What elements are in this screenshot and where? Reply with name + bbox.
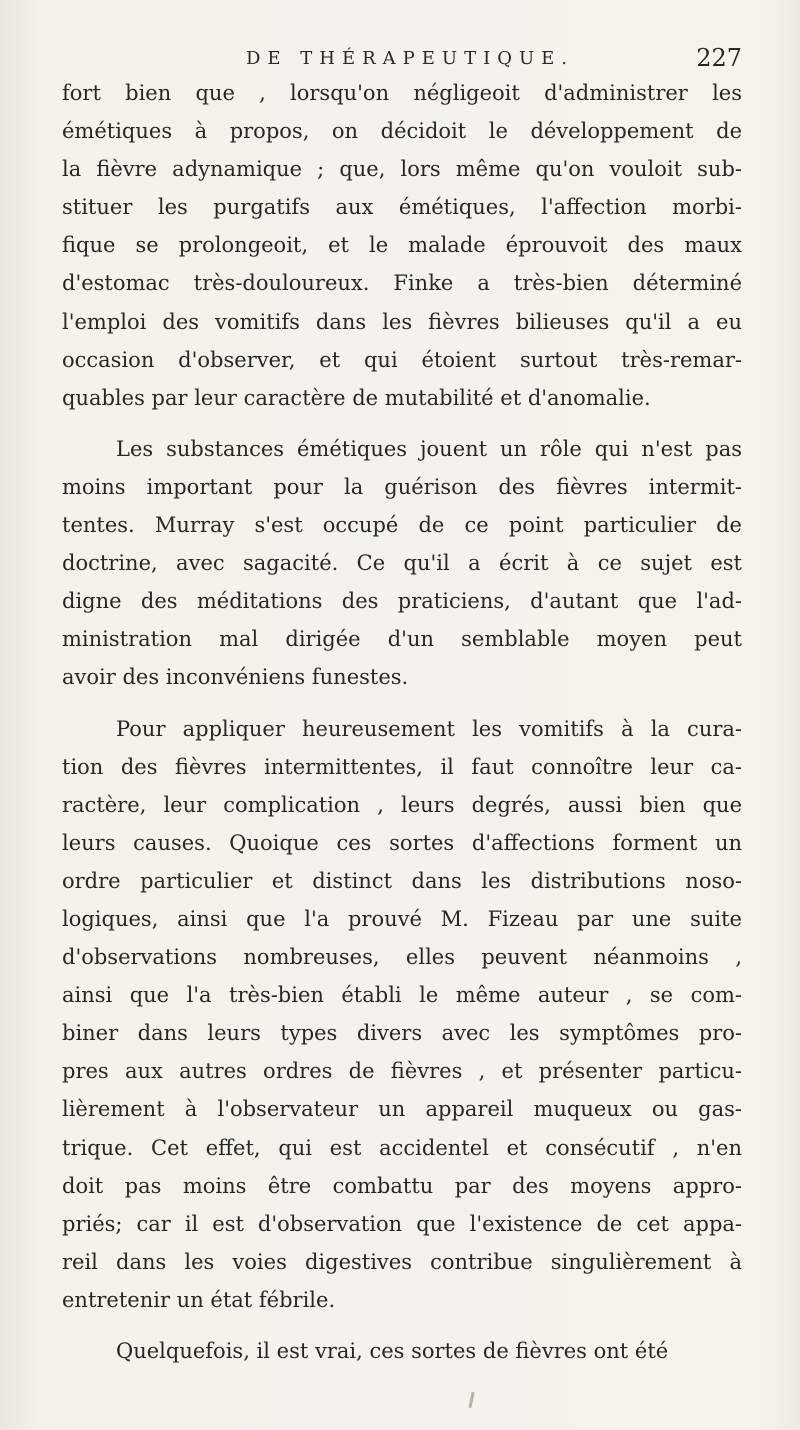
text-line: la fièvre adynamique ; que, lors même qu'on vouloit sub- <box>62 157 742 182</box>
text-line: stituer les purgatifs aux émétiques, l'affection morbi- <box>62 195 742 220</box>
paragraph-4 <box>62 1332 742 1370</box>
body-text <box>62 74 742 1383</box>
text-line: émétiques à propos, on décidoit le développement de <box>62 119 742 144</box>
text-line: trique. Cet effet, qui est accidentel et consécutif , n'en <box>62 1135 742 1160</box>
text-line: tion des fièvres intermittentes, il faut connoître leur ca- <box>62 754 742 779</box>
text-line: avoir des inconvéniens funestes. <box>62 665 409 690</box>
text-line: fique se prolongeoit, et le malade éprouvoit des maux <box>62 233 742 258</box>
running-header <box>0 44 800 78</box>
text-line: d'estomac très-douloureux. Finke a très-bien déterminé <box>62 271 742 296</box>
text-line: doit pas moins être combattu par des moyens appro- <box>62 1173 742 1198</box>
text-line: pres aux autres ordres de fièvres , et présenter particu- <box>62 1059 742 1084</box>
text-line: priés; car il est d'observation que l'existence de cet appa- <box>62 1211 742 1236</box>
text-line: lièrement à l'observateur un appareil muqueux ou gas- <box>62 1097 742 1122</box>
paper-blemish <box>468 1392 474 1408</box>
text-line: ainsi que l'a très-bien établi le même auteur , se com- <box>62 983 742 1008</box>
text-line: reil dans les voies digestives contribue singulièrement à <box>62 1249 742 1274</box>
text-line: occasion d'observer, et qui étoient surtout très-remar- <box>62 347 742 372</box>
text-line: ordre particulier et distinct dans les distributions noso- <box>62 868 742 893</box>
paragraph-2 <box>62 430 742 697</box>
text-line: ministration mal dirigée d'un semblable moyen peut <box>62 627 742 652</box>
text-line: leurs causes. Quoique ces sortes d'affections forment un <box>62 830 742 855</box>
text-line: d'observations nombreuses, elles peuvent néanmoins , <box>62 945 742 970</box>
text-line: Pour appliquer heureusement les vomitifs à la cura- <box>116 716 742 741</box>
text-line: l'emploi des vomitifs dans les fièvres bilieuses qu'il a eu <box>62 309 742 334</box>
text-line: doctrine, avec sagacité. Ce qu'il a écrit à ce sujet est <box>62 551 742 576</box>
text-line: quables par leur caractère de mutabilité et d'anomalie. <box>62 385 651 410</box>
page-number: 227 <box>696 44 742 72</box>
text-line: ractère, leur complication , leurs degrés, aussi bien que <box>62 792 742 817</box>
paragraph-3 <box>62 710 742 1320</box>
text-line: digne des méditations des praticiens, d'autant que l'ad- <box>62 589 742 614</box>
text-line: Les substances émétiques jouent un rôle qui n'est pas <box>116 436 742 461</box>
text-line: moins important pour la guérison des fièvres intermit- <box>62 474 742 499</box>
text-line: fort bien que , lorsqu'on négligeoit d'administrer les <box>62 81 742 105</box>
text-line: tentes. Murray s'est occupé de ce point particulier de <box>62 513 742 538</box>
text-line: biner dans leurs types divers avec les symptômes pro- <box>62 1021 742 1046</box>
running-title: DE THÉRAPEUTIQUE. <box>245 48 574 69</box>
paragraph-1 <box>62 74 742 417</box>
text-line: Quelquefois, il est vrai, ces sortes de fièvres ont été <box>116 1339 669 1363</box>
text-line: logiques, ainsi que l'a prouvé M. Fizeau par une suite <box>62 906 742 931</box>
text-line: entretenir un état fébrile. <box>62 1287 336 1312</box>
